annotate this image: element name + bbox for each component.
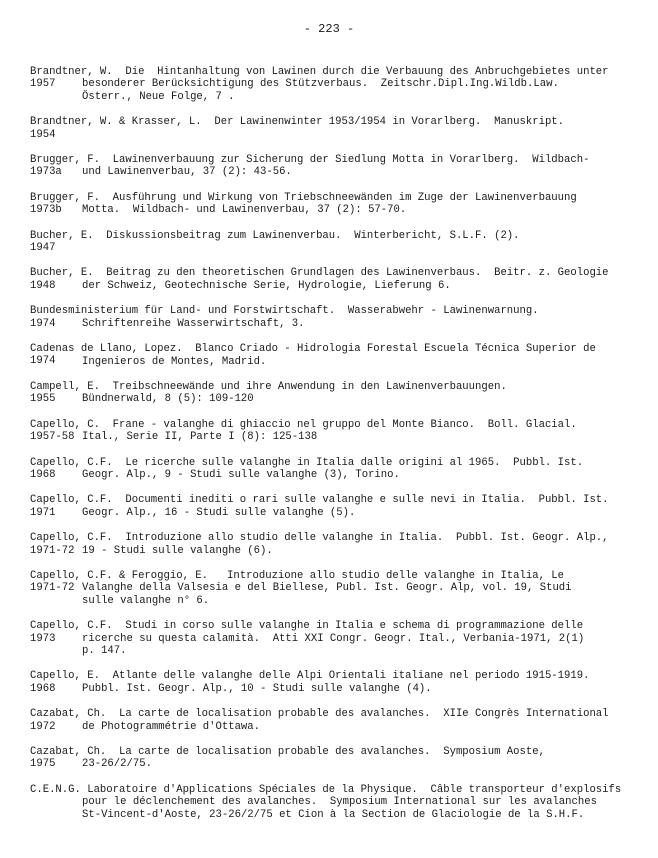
entry-first-line: C.E.N.G. Laboratoire d'Applications Spéciales de la Physique. Câble transporteur d'explosifs <box>30 783 622 796</box>
entry-continuation-line: sulle valanghe n° 6. <box>82 594 210 607</box>
entry-first-line: Brandtner, W. & Krasser, L. Der Lawinenwinter 1953/1954 in Vorarlberg. Manuskript. <box>30 116 565 129</box>
bibliography-entry <box>30 267 635 292</box>
entry-continuation-line: ricerche su questa calamità. Atti XXI Congr. Geogr. Ital., Verbania-1971, 2(1) <box>82 632 585 645</box>
entry-continuation-line: 23-26/2/75. <box>82 758 152 771</box>
entry-year: 1973a <box>30 166 62 179</box>
entry-first-line: Capello, C.F. & Feroggio, E. Introduzione allo studio delle valanghe in Italia, Le <box>30 569 565 582</box>
entry-first-line: Cadenas de Llano, Lopez. Blanco Criado - Hidrologia Forestal Escuela Técnica Superior de <box>30 343 596 356</box>
entry-first-line: Capello, E. Atlante delle valanghe delle Alpi Orientali italiane nel periodo 1915-1919. <box>30 670 590 683</box>
entry-year: 1971 <box>30 506 56 519</box>
entry-year: 1968 <box>30 682 56 695</box>
entry-first-line: Brandtner, W. Die Hintanhaltung von Lawinen durch die Verbauung des Anbruchgebietes unter <box>30 66 609 78</box>
entry-continuation-line: pour le déclenchement des avalanches. Symposium International sur les avalanches <box>82 796 597 809</box>
bibliography-entry <box>30 419 635 444</box>
entry-first-line: Capello, C.F. Le ricerche sulle valanghe in Italia dalle origini al 1965. Pubbl. Ist. <box>30 456 584 469</box>
entry-continuation-line: Bündnerwald, 8 (5): 109-120 <box>82 393 254 406</box>
entry-year: 1972 <box>30 720 56 733</box>
entry-year: 1954 <box>30 128 56 141</box>
entry-continuation-line: Schriftenreihe Wasserwirtschaft, 3. <box>82 317 305 330</box>
entry-continuation-line: Motta. Wildbach- und Lawinenverbau, 37 (2): 57-70. <box>82 204 407 217</box>
entry-year: 1974 <box>30 355 56 368</box>
entry-continuation-line: Valanghe della Valsesia e del Biellese, Publ. Ist. Geogr. Alp, vol. 19, Studi <box>82 582 572 595</box>
bibliography-entry <box>30 116 635 141</box>
entry-first-line: Bucher, E. Diskussionsbeitrag zum Lawinenverbau. Winterbericht, S.L.F. (2). <box>30 229 520 242</box>
entry-continuation-line: St-Vincent-d'Aoste, 23-26/2/75 et Cion à la Section de Glaciologie de la S.H.F. <box>82 808 585 821</box>
entry-year: 1948 <box>30 279 56 292</box>
bibliography-entry <box>30 570 635 607</box>
entry-year: 1968 <box>30 468 56 481</box>
entry-year: 1957 <box>30 78 56 91</box>
entry-continuation-line: der Schweiz, Geotechnische Serie, Hydrologie, Lieferung 6. <box>82 279 451 292</box>
entry-continuation-line: und Lawinenverbau, 37 (2): 43-56. <box>82 166 292 179</box>
entry-year: 1947 <box>30 242 56 255</box>
entry-first-line: Cazabat, Ch. La carte de localisation probable des avalanches. Symposium Aoste, <box>30 746 545 759</box>
entry-continuation-line: p. 147. <box>82 645 127 657</box>
bibliography-entry <box>30 708 635 733</box>
entry-continuation-line: Geogr. Alp., 16 - Studi sulle valanghe (5). <box>82 506 356 519</box>
entry-first-line: Cazabat, Ch. La carte de localisation probable des avalanches. XIIe Congrès International <box>30 708 609 721</box>
bibliography-entry <box>30 381 635 406</box>
bibliography-entry <box>30 620 635 657</box>
bibliography-entry <box>30 457 635 482</box>
entry-first-line: Campell, E. Treibschneewände und ihre Anwendung in den Lawinenverbauungen. <box>30 380 507 393</box>
bibliography-entry <box>30 66 635 103</box>
bibliography-entry <box>30 154 635 179</box>
bibliography-entry <box>30 305 635 330</box>
entry-first-line: Capello, C.F. Introduzione allo studio delle valanghe in Italia. Pubbl. Ist. Geogr. Alp., <box>30 532 609 545</box>
entry-first-line: Bundesministerium für Land- und Forstwirtschaft. Wasserabwehr - Lawinenwarnung. <box>30 305 539 318</box>
entry-continuation-line: Geogr. Alp., 9 - Studi sulle valanghe (3), Torino. <box>82 468 400 481</box>
entry-year: 1973 <box>30 632 56 645</box>
bibliography-entry <box>30 746 635 771</box>
entry-spacer <box>30 242 635 254</box>
entry-year: 1955 <box>30 393 56 406</box>
bibliography-entry <box>30 343 635 368</box>
entry-first-line: Brugger, F. Ausführung und Wirkung von Triebschneewänden im Zuge der Lawinenverbauung <box>30 191 577 204</box>
bibliography-entry <box>30 784 635 821</box>
entry-year: 1975 <box>30 758 56 771</box>
entry-year: 1974 <box>30 317 56 330</box>
entry-first-line: Brugger, F. Lawinenverbauung zur Sicherung der Siedlung Motta in Vorarlberg. Wildbach- <box>30 154 590 167</box>
entry-first-line: Capello, C.F. Documenti inediti o rari sulle valanghe e sulle nevi in Italia. Pubbl. Ist. <box>30 494 609 507</box>
entry-continuation-line: de Photogrammétrie d'Ottawa. <box>82 720 261 733</box>
entry-first-line: Bucher, E. Beitrag zu den theoretischen Grundlagen des Lawinenverbaus. Beitr. z. Geologie <box>30 267 609 280</box>
entry-year: 1971-72 <box>30 582 75 595</box>
entry-year: 1957-58 <box>30 431 75 444</box>
entry-continuation-line: Pubbl. Ist. Geogr. Alp., 10 - Studi sulle valanghe (4). <box>82 682 432 695</box>
bibliography-entry <box>30 192 635 217</box>
bibliography-entry <box>30 494 635 519</box>
entry-year: 1973b <box>30 204 62 217</box>
bibliography-entry <box>30 532 635 557</box>
page-number: - 223 - <box>303 22 355 36</box>
entry-continuation-line: besonderer Berücksichtigung des Stützverbaus. Zeitschr.Dipl.Ing.Wildb.Law. <box>82 78 559 91</box>
entry-year: 1971-72 <box>30 544 75 557</box>
bibliography-entry <box>30 230 635 255</box>
entry-first-line: Capello, C.F. Studi in corso sulle valanghe in Italia e schema di programmazione delle <box>30 620 584 633</box>
entry-continuation-line: Ital., Serie II, Parte I (8): 125-138 <box>82 431 318 444</box>
bibliography-entry <box>30 670 635 695</box>
entry-continuation-line: Ingenieros de Montes, Madrid. <box>82 355 267 368</box>
entry-spacer <box>30 129 635 141</box>
entry-first-line: Capello, C. Frane - valanghe di ghiaccio nel gruppo del Monte Bianco. Boll. Glacial. <box>30 418 577 431</box>
entry-continuation-line: 19 - Studi sulle valanghe (6). <box>82 544 273 557</box>
bibliography-list <box>30 66 635 834</box>
entry-continuation-line: Österr., Neue Folge, 7 . <box>82 90 235 103</box>
